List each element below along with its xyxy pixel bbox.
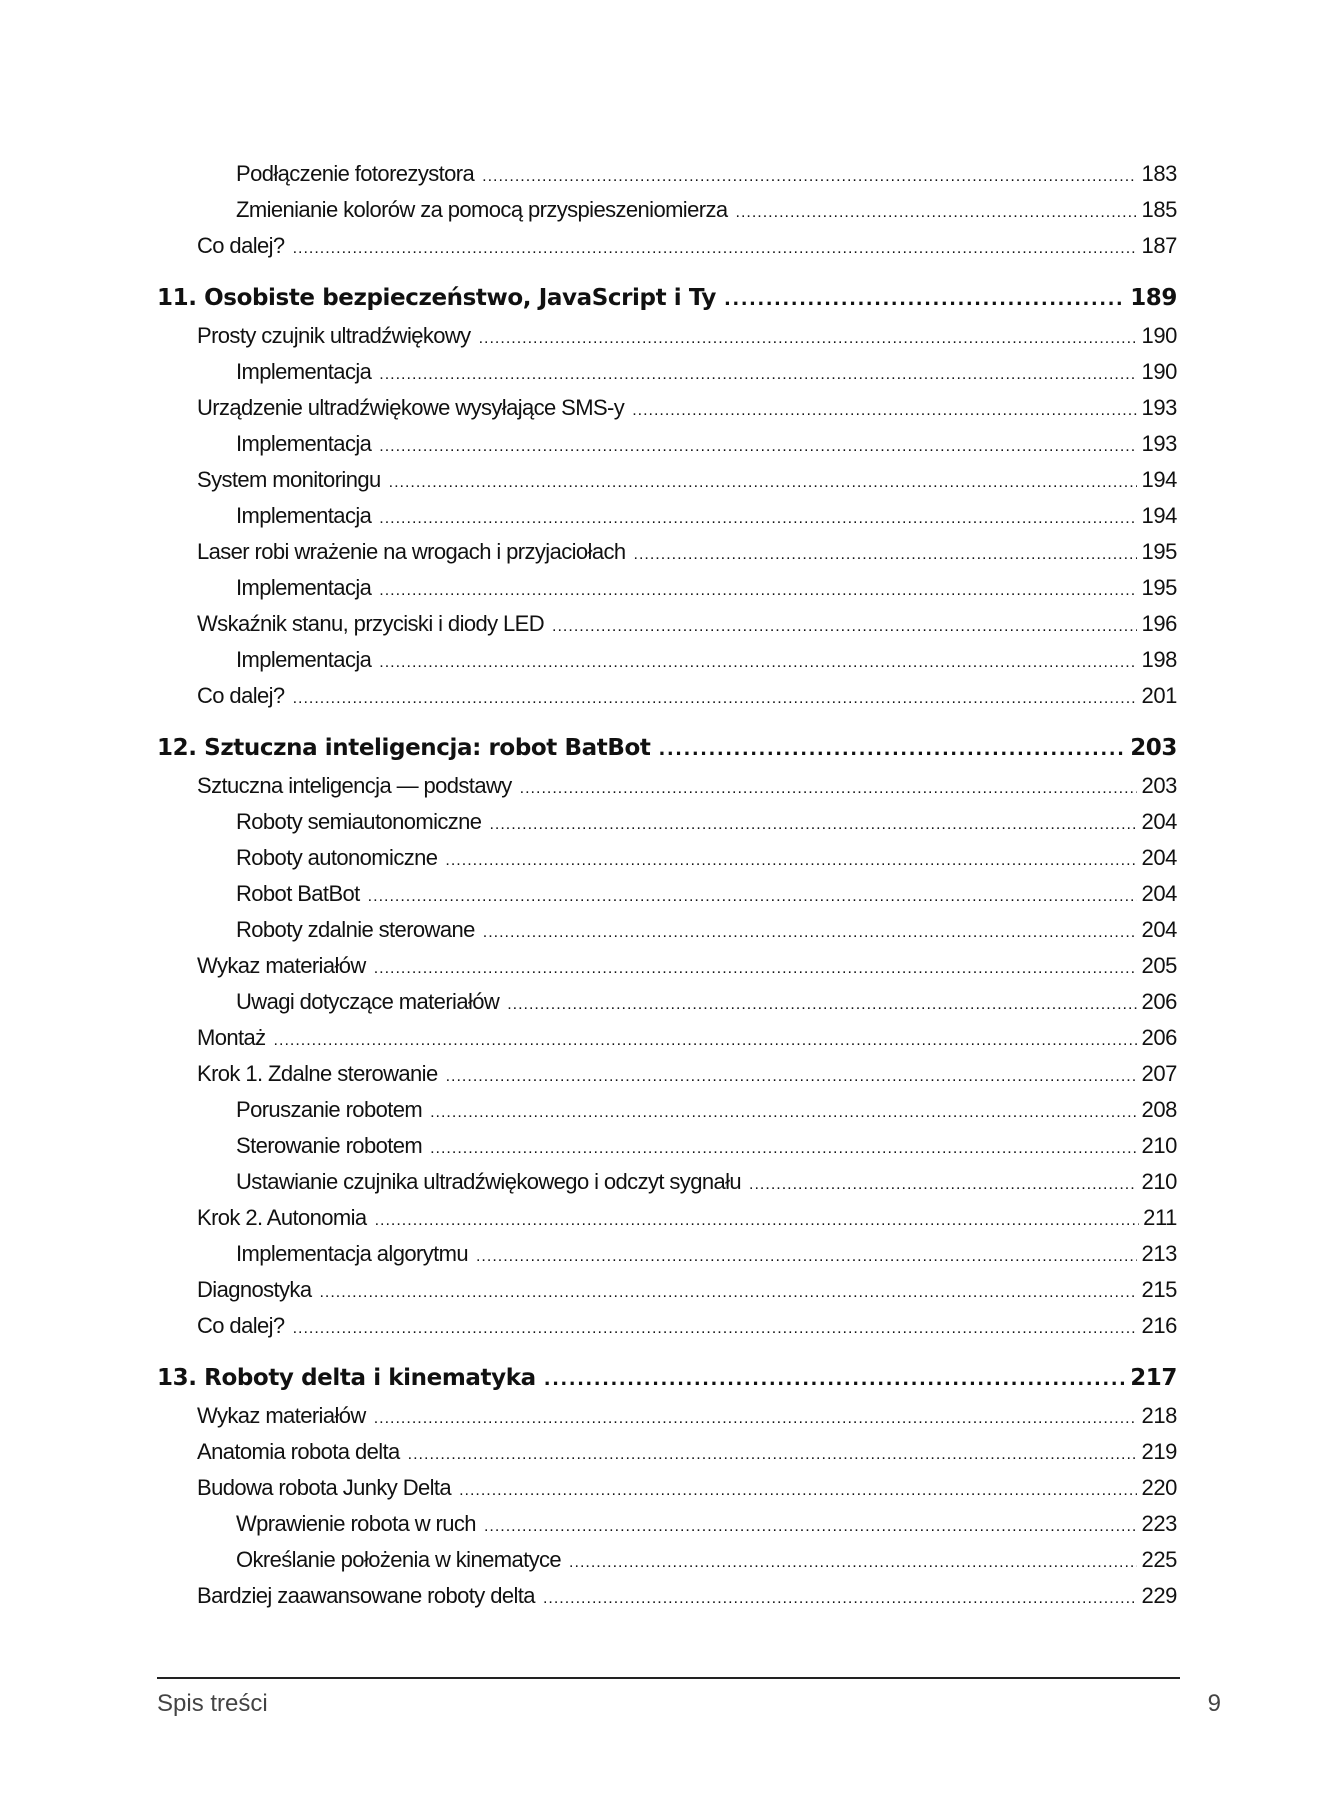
toc-dot-leader <box>430 1095 1137 1131</box>
toc-entry-title: Anatomia robota delta <box>197 1439 400 1464</box>
toc-entry-page: 223 <box>1141 1511 1177 1536</box>
toc-entry[interactable] <box>157 1506 1177 1542</box>
toc-entry-title: Wprawienie robota w ruch <box>236 1511 476 1536</box>
toc-entry[interactable] <box>157 768 1177 804</box>
toc-entry[interactable] <box>157 1020 1177 1056</box>
toc-entry-page: 198 <box>1141 647 1177 672</box>
toc-dot-leader <box>319 1275 1137 1311</box>
toc-entry-page: 204 <box>1141 917 1177 942</box>
toc-dot-leader <box>408 1437 1138 1473</box>
toc-entry-page: 229 <box>1141 1583 1177 1608</box>
toc-entry-title: Wykaz materiałów <box>197 953 366 978</box>
toc-dot-leader <box>632 393 1137 429</box>
toc-dot-leader <box>476 1239 1138 1275</box>
toc-dot-leader <box>379 429 1137 465</box>
toc-entry[interactable] <box>157 678 1177 714</box>
toc-dot-leader <box>482 159 1137 195</box>
toc-entry-page: 211 <box>1143 1205 1177 1230</box>
toc-entry-title: Urządzenie ultradźwiękowe wysyłające SMS-y <box>197 395 625 420</box>
toc-entry-title: Diagnostyka <box>197 1277 312 1302</box>
toc-entry-page: 183 <box>1141 161 1177 186</box>
toc-entry[interactable] <box>157 318 1177 354</box>
toc-entry-page: 210 <box>1141 1133 1177 1158</box>
toc-entry[interactable] <box>157 534 1177 570</box>
toc-entry[interactable] <box>157 498 1177 534</box>
toc-entry-page: 195 <box>1141 539 1177 564</box>
toc-entry[interactable] <box>157 1236 1177 1272</box>
toc-entry-title: Sztuczna inteligencja — podstawy <box>197 773 512 798</box>
toc-entry-page: 203 <box>1130 735 1177 761</box>
toc-dot-leader <box>543 1581 1138 1617</box>
toc-dot-leader <box>724 280 1126 320</box>
toc-entry-title: Sterowanie robotem <box>236 1133 423 1158</box>
toc-entry-page: 207 <box>1141 1061 1177 1086</box>
toc-entry[interactable] <box>157 228 1177 264</box>
toc-entry-title: System monitoringu <box>197 467 381 492</box>
toc-entry-title: Implementacja algorytmu <box>236 1241 468 1266</box>
toc-dot-leader <box>389 465 1138 501</box>
toc-dot-leader <box>544 1360 1126 1400</box>
toc-dot-leader <box>430 1131 1137 1167</box>
toc-entry-title: Krok 2. Autonomia <box>197 1205 367 1230</box>
toc-entry-page: 220 <box>1141 1475 1177 1500</box>
toc-entry[interactable] <box>157 390 1177 426</box>
toc-dot-leader <box>552 609 1137 645</box>
toc-entry[interactable] <box>157 354 1177 390</box>
toc-dot-leader <box>379 501 1137 537</box>
toc-entry-page: 193 <box>1141 395 1177 420</box>
toc-entry-page: 213 <box>1141 1241 1177 1266</box>
toc-entry-page: 195 <box>1141 575 1177 600</box>
toc-dot-leader <box>293 681 1138 717</box>
toc-entry-title: Krok 1. Zdalne sterowanie <box>197 1061 438 1086</box>
toc-entry-page: 189 <box>1130 285 1177 311</box>
toc-entry[interactable] <box>157 156 1177 192</box>
toc-entry-title: Uwagi dotyczące materiałów <box>236 989 500 1014</box>
toc-dot-leader <box>484 1509 1138 1545</box>
toc-entry[interactable] <box>157 642 1177 678</box>
footer-page-number: 9 <box>1207 1690 1221 1717</box>
toc-entry-title: Prosty czujnik ultradźwiękowy <box>197 323 471 348</box>
toc-entry-page: 190 <box>1141 359 1177 384</box>
toc-entry-title: Poruszanie robotem <box>236 1097 423 1122</box>
toc-dot-leader <box>274 1023 1138 1059</box>
toc-entry[interactable] <box>157 1164 1177 1200</box>
toc-dot-leader <box>483 915 1138 951</box>
toc-entry-page: 208 <box>1141 1097 1177 1122</box>
toc-entry-page: 225 <box>1141 1547 1177 1572</box>
toc-entry-page: 219 <box>1141 1439 1177 1464</box>
toc-entry-title: Wskaźnik stanu, przyciski i diody LED <box>197 611 545 636</box>
toc-dot-leader <box>489 807 1137 843</box>
toc-entry-title: Co dalej? <box>197 1313 285 1338</box>
toc-entry-page: 203 <box>1141 773 1177 798</box>
toc-entry-page: 194 <box>1141 467 1177 492</box>
toc-entry-title: Roboty autonomiczne <box>236 845 438 870</box>
toc-dot-leader <box>459 1473 1137 1509</box>
toc-entry-title: Implementacja <box>236 503 372 528</box>
toc-entry-title: Określanie położenia w kinematyce <box>236 1547 562 1572</box>
footer-divider <box>157 1677 1180 1679</box>
toc-entry-title: Laser robi wrażenie na wrogach i przyjaciołach <box>197 539 626 564</box>
toc-dot-leader <box>658 730 1126 770</box>
toc-entry-title: Podłączenie fotorezystora <box>236 161 475 186</box>
toc-dot-leader <box>507 987 1137 1023</box>
toc-entry-page: 204 <box>1141 809 1177 834</box>
toc-chapter-entry[interactable] <box>157 1358 1177 1398</box>
toc-entry-title: Ustawianie czujnika ultradźwiękowego i odczyt sygnału <box>236 1169 742 1194</box>
toc-entry-title: 12. Sztuczna inteligencja: robot BatBot <box>157 735 651 761</box>
toc-entry[interactable] <box>157 1470 1177 1506</box>
toc-entry-page: 204 <box>1141 845 1177 870</box>
toc-entry-page: 187 <box>1141 233 1177 258</box>
toc-entry[interactable] <box>157 804 1177 840</box>
toc-entry[interactable] <box>157 1434 1177 1470</box>
toc-entry[interactable] <box>157 1308 1177 1344</box>
toc-entry-page: 201 <box>1141 683 1177 708</box>
toc-entry[interactable] <box>157 1578 1177 1614</box>
toc-entry-page: 194 <box>1141 503 1177 528</box>
toc-entry-title: Co dalej? <box>197 683 285 708</box>
toc-entry-title: Bardziej zaawansowane roboty delta <box>197 1583 535 1608</box>
toc-entry-page: 196 <box>1141 611 1177 636</box>
toc-entry-page: 218 <box>1141 1403 1177 1428</box>
toc-entry[interactable] <box>157 1128 1177 1164</box>
toc-entry[interactable] <box>157 1542 1177 1578</box>
toc-entry[interactable] <box>157 984 1177 1020</box>
toc-entry-page: 190 <box>1141 323 1177 348</box>
table-of-contents <box>157 156 1177 1614</box>
toc-entry[interactable] <box>157 948 1177 984</box>
toc-entry-title: 11. Osobiste bezpieczeństwo, JavaScript i Ty <box>157 285 717 311</box>
toc-entry-page: 210 <box>1141 1169 1177 1194</box>
toc-entry[interactable] <box>157 192 1177 228</box>
toc-entry[interactable] <box>157 1056 1177 1092</box>
toc-entry-page: 205 <box>1141 953 1177 978</box>
toc-entry-title: Roboty zdalnie sterowane <box>236 917 475 942</box>
toc-dot-leader <box>368 879 1138 915</box>
toc-entry-title: Implementacja <box>236 359 372 384</box>
toc-entry-page: 206 <box>1141 1025 1177 1050</box>
toc-entry[interactable] <box>157 840 1177 876</box>
toc-entry-page: 193 <box>1141 431 1177 456</box>
toc-dot-leader <box>520 771 1138 807</box>
toc-entry-title: Zmienianie kolorów za pomocą przyspieszeniomierza <box>236 197 728 222</box>
toc-dot-leader <box>749 1167 1137 1203</box>
toc-entry-title: Montaż <box>197 1025 266 1050</box>
toc-entry-title: Implementacja <box>236 647 372 672</box>
toc-dot-leader <box>569 1545 1137 1581</box>
toc-dot-leader <box>446 1059 1138 1095</box>
toc-entry[interactable] <box>157 606 1177 642</box>
toc-entry-title: 13. Roboty delta i kinematyka <box>157 1365 536 1391</box>
toc-entry-page: 204 <box>1141 881 1177 906</box>
toc-entry-page: 215 <box>1141 1277 1177 1302</box>
toc-entry-title: Implementacja <box>236 575 372 600</box>
toc-entry[interactable] <box>157 912 1177 948</box>
toc-dot-leader <box>634 537 1138 573</box>
toc-dot-leader <box>379 357 1137 393</box>
toc-dot-leader <box>374 951 1138 987</box>
toc-dot-leader <box>374 1401 1138 1437</box>
toc-dot-leader <box>736 195 1138 231</box>
toc-dot-leader <box>375 1203 1140 1239</box>
toc-chapter-entry[interactable] <box>157 278 1177 318</box>
toc-entry[interactable] <box>157 1272 1177 1308</box>
toc-entry-page: 216 <box>1141 1313 1177 1338</box>
toc-entry[interactable] <box>157 570 1177 606</box>
toc-dot-leader <box>293 1311 1138 1347</box>
toc-entry-page: 217 <box>1130 1365 1177 1391</box>
toc-entry[interactable] <box>157 462 1177 498</box>
toc-entry[interactable] <box>157 426 1177 462</box>
toc-dot-leader <box>479 321 1138 357</box>
toc-entry-page: 206 <box>1141 989 1177 1014</box>
toc-dot-leader <box>445 843 1137 879</box>
toc-dot-leader <box>379 573 1137 609</box>
toc-entry[interactable] <box>157 1200 1177 1236</box>
toc-entry-page: 185 <box>1141 197 1177 222</box>
toc-entry-title: Implementacja <box>236 431 372 456</box>
toc-entry-title: Co dalej? <box>197 233 285 258</box>
toc-chapter-entry[interactable] <box>157 728 1177 768</box>
toc-entry[interactable] <box>157 1092 1177 1128</box>
toc-entry-title: Budowa robota Junky Delta <box>197 1475 452 1500</box>
toc-entry-title: Wykaz materiałów <box>197 1403 366 1428</box>
footer-section-title: Spis treści <box>157 1690 268 1717</box>
toc-entry-title: Roboty semiautonomiczne <box>236 809 482 834</box>
toc-entry[interactable] <box>157 876 1177 912</box>
toc-entry[interactable] <box>157 1398 1177 1434</box>
toc-dot-leader <box>379 645 1137 681</box>
toc-entry-title: Robot BatBot <box>236 881 360 906</box>
toc-dot-leader <box>293 231 1138 267</box>
